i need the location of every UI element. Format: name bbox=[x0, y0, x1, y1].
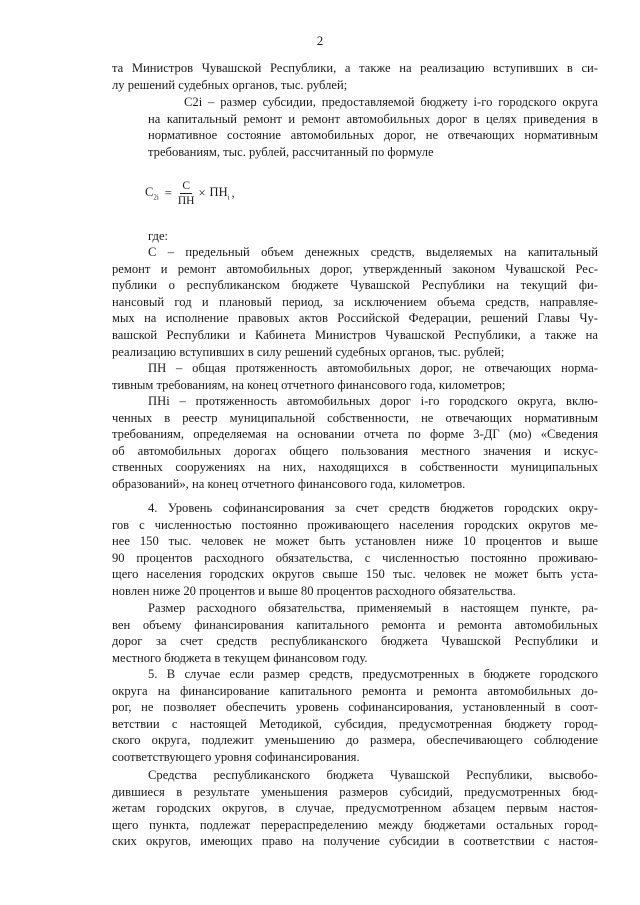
formula-denominator: ПН bbox=[177, 195, 195, 207]
text-line: Размер расходного обязательства, применяемый в настоящем пункте, ра- bbox=[148, 601, 598, 615]
text-line: реализацию вступивших в силу решений судебных органов, тыс. рублей; bbox=[112, 344, 505, 359]
text-line: рог, не позволяет обеспечить уровень софинансирования, установленный в соот- bbox=[112, 700, 598, 715]
formula-numerator: С bbox=[182, 180, 190, 192]
paragraph-item-5 bbox=[112, 666, 598, 766]
formula-equals: = bbox=[164, 186, 172, 200]
text-line: на капитальный ремонт и ремонт автомобильных дорог в целях приведения в bbox=[148, 111, 598, 126]
text-line: нормативное состояние автомобильных дорог, не отвечающих нормативным bbox=[148, 128, 598, 143]
paragraph-pn-definition bbox=[112, 360, 598, 393]
paragraph-c-definition bbox=[112, 244, 598, 360]
text-line: требованиям, определяемая на основании отчета по форме 3-ДГ (мо) «Сведения bbox=[112, 427, 598, 442]
formula-rhs: $ПН_i$ bbox=[209, 185, 230, 202]
text-line: ских округов, имеющих право на получение субсидии в соответствии с настоя- bbox=[112, 834, 598, 849]
text-line: Средства республиканского бюджета Чувашской Республики, высвобо- bbox=[148, 768, 598, 782]
paragraph-c2i-definition bbox=[112, 94, 598, 160]
formula-trail: , bbox=[231, 186, 235, 200]
text-line: 4. Уровень софинансирования за счет средств бюджетов городских окру- bbox=[148, 501, 598, 515]
text-line: образований», на конец отчетного финансового года, километров. bbox=[112, 476, 466, 491]
text-line: ПН – общая протяженность автомобильных дорог, не отвечающих норма- bbox=[148, 361, 598, 375]
text-line: ского округа, подлежит уменьшению до размера, обеспечивающего соблюдение bbox=[112, 733, 598, 748]
text-line: дившиеся в результате уменьшения размеров субсидий, предусмотренных бюд- bbox=[112, 784, 598, 799]
text-line: нансовый год и плановый период, за исключением объема средств, направляе- bbox=[112, 294, 598, 309]
text-line: дорог за счет средств республиканского бюджета Чувашской Республики и bbox=[112, 634, 598, 649]
text-line: где: bbox=[148, 229, 169, 243]
text-line: требованиям, тыс. рублей, рассчитанный по формуле bbox=[148, 144, 434, 159]
text-line: ПНi – протяженность автомобильных дорог i-го городского округа, вклю- bbox=[148, 394, 598, 408]
paragraph-redistribution bbox=[112, 767, 598, 850]
text-line: ченных в реестр муниципальной собственности, не отвечающих нормативным bbox=[112, 410, 598, 425]
text-line: местного бюджета в текущем финансовом году. bbox=[112, 650, 368, 665]
text-line: ветствии с настоящей Методикой, субсидия, предусмотренная бюджету город- bbox=[112, 716, 598, 731]
text-line: С2i – размер субсидии, предоставляемой бюджету i-го городского округа bbox=[184, 95, 598, 109]
text-line: соответствующего уровня софинансирования. bbox=[112, 749, 360, 764]
text-line: 90 процентов расходного обязательства, с численностью постоянно проживаю- bbox=[112, 550, 598, 565]
paragraph-intro-continuation bbox=[112, 60, 598, 93]
text-line: об автомобильных дорогах общего пользования местного значения и искус- bbox=[112, 443, 598, 458]
text-line: нее 150 тыс. человек не может быть установлен ниже 10 процентов и выше bbox=[112, 534, 598, 549]
text-line: щего населения городских округов свыше 150 тыс. человек не может быть уста- bbox=[112, 567, 598, 582]
page-number: 2 bbox=[316, 33, 324, 48]
text-line: ремонт и ремонт автомобильных дорог, утвержденный законом Чувашской Рес- bbox=[112, 261, 598, 276]
subsidy-formula bbox=[145, 180, 235, 207]
paragraph-item-4 bbox=[112, 500, 598, 600]
formula-lhs: $С_{2i}$ bbox=[145, 185, 159, 202]
formula-fraction bbox=[178, 180, 195, 207]
text-line: жетам городских округов, в случае, предусмотренном абзацем первым настоя- bbox=[112, 801, 598, 816]
text-line: вен объему финансирования капитального ремонта и ремонта автомобильных bbox=[112, 617, 598, 632]
text-line: публики о республиканском бюджете Чувашской Республики на текущий фи- bbox=[112, 278, 598, 293]
text-line: тивным требованиям, на конец отчетного финансового года, километров; bbox=[112, 377, 506, 392]
text-line: новлен ниже 20 процентов и выше 80 процентов расходного обязательства. bbox=[112, 583, 516, 598]
text-line: гов с численностью постоянно проживающего населения городских округов ме- bbox=[112, 517, 598, 532]
text-line: ственных сооружениях на них, находящихся в собственности муниципальных bbox=[112, 460, 598, 475]
text-line: щего пункта, подлежат перераспределению между бюджетами остальных город- bbox=[112, 817, 598, 832]
paragraph-where bbox=[112, 228, 598, 245]
text-line: та Министров Чувашской Республики, а также на реализацию вступивших в си- bbox=[112, 61, 598, 75]
text-line: вашской Республики и Кабинета Министров Чувашской Республики, а также на bbox=[112, 327, 598, 342]
text-line: С – предельный объем денежных средств, выделяемых на капитальный bbox=[148, 245, 598, 259]
text-line: округа на финансирование капитального ремонта и ремонта автомобильных до- bbox=[112, 683, 598, 698]
text-line: 5. В случае если размер средств, предусмотренных в бюджете городского bbox=[148, 667, 598, 681]
paragraph-obligation-size bbox=[112, 600, 598, 666]
text-line: лу решений судебных органов, тыс. рублей; bbox=[112, 77, 348, 92]
formula-times: × bbox=[198, 186, 206, 200]
paragraph-pni-definition bbox=[112, 393, 598, 493]
text-line: мых на исполнение правовых актов Российской Федерации, решений Главы Чу- bbox=[112, 311, 598, 326]
